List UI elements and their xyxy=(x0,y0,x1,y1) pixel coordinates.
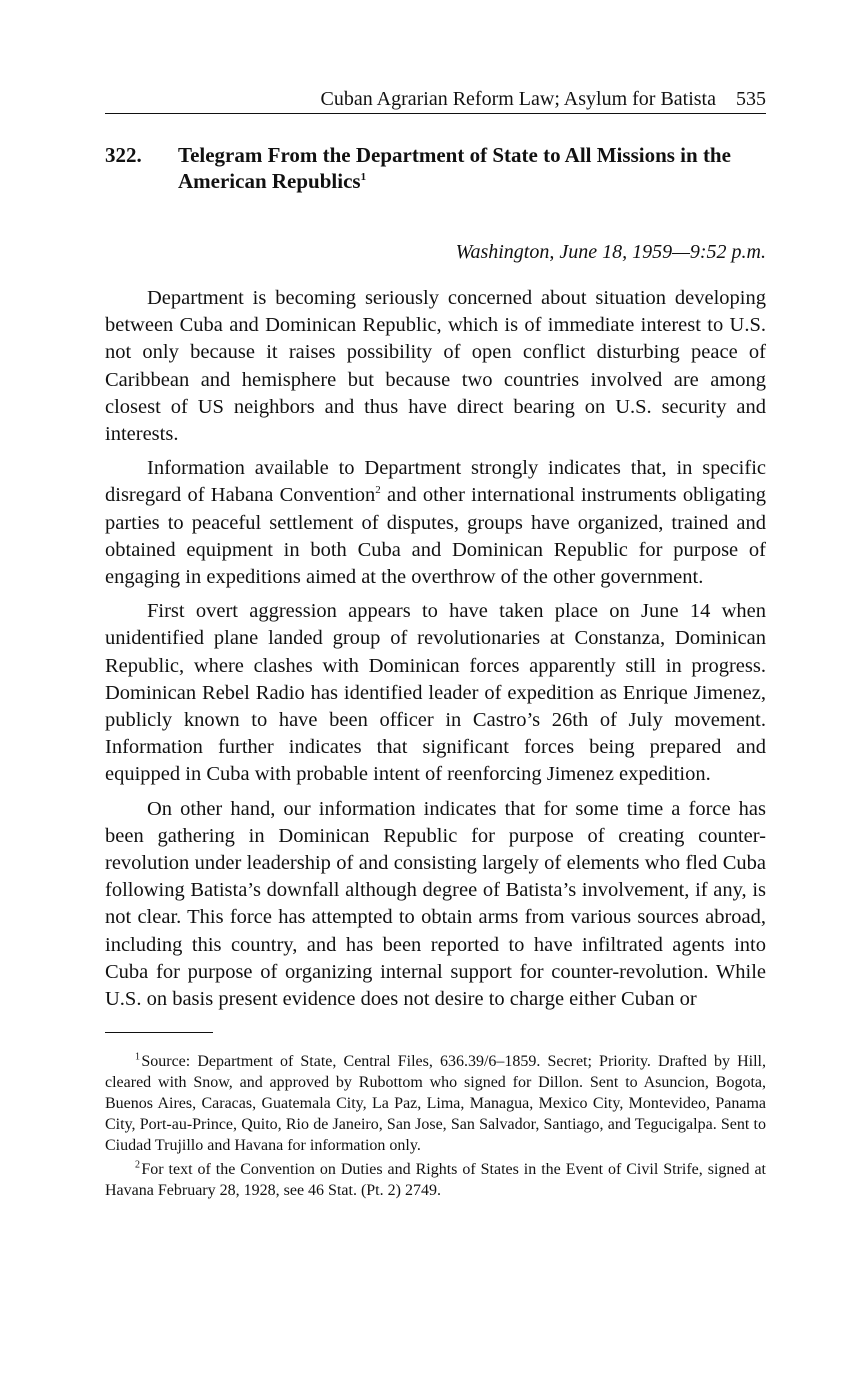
document-page xyxy=(105,86,766,1204)
footnote-1-text: Source: Department of State, Central Files, 636.39/6–1859. Secret; Priority. Drafted by Hill, cleared with Snow, and approved by Rubottom who signed for Dillon. Sent to Asuncion, Bogota, Buenos Aires, Caracas, Guatemala City, La Paz, Lima, Managua, Mexico City, Montevideo, Panama City, Port-au-Prince, Quito, Rio de Janeiro, San Jose, San Salvador, Santiago, and Tegucigalpa. Sent to Ciudad Trujillo and Havana for information only. xyxy=(105,1053,766,1155)
dateline: Washington, June 18, 1959—9:52 p.m. xyxy=(455,241,766,263)
footnote-1-marker: 1 xyxy=(135,1051,140,1063)
document-number: 322. xyxy=(105,143,142,167)
footnote-ref-2[interactable]: 2 xyxy=(375,484,381,497)
footnote-1 xyxy=(105,1051,766,1156)
telegram-body xyxy=(105,285,766,1013)
document-title: Telegram From the Department of State to All Missions in the American Republics xyxy=(178,143,731,193)
footnote-2-text: For text of the Convention on Duties and Rights of States in the Event of Civil Strife, signed at Havana February 28, 1928, see 46 Stat. (Pt. 2) 2749. xyxy=(105,1161,766,1200)
footnote-2 xyxy=(105,1159,766,1201)
paragraph-2-text-b: and other international instruments obligating parties to peaceful settlement of disputes, groups have organized, trained and obtained equipment in both Cuba and Dominican Republic for purpose of engaging in expeditions aimed at the overthrow of the other government. xyxy=(105,484,766,589)
footnote-divider xyxy=(105,1032,213,1033)
page-number: 535 xyxy=(736,88,766,110)
paragraph-3: First overt aggression appears to have taken place on June 14 when unidentified plane landed group of revolutionaries at Constanza, Dominican Republic, where clashes with Dominican forces apparently still in progress. Dominican Rebel Radio has identified leader of expedition as Enrique Jimenez, publicly known to have been officer in Castro’s 26th of July movement. Information further indicates that significant forces being prepared and equipped in Cuba with probable intent of reenforcing Jimenez expedition. xyxy=(105,600,766,786)
footnotes xyxy=(105,1051,766,1201)
footnote-2-marker: 2 xyxy=(135,1159,140,1171)
document-title-block xyxy=(178,142,766,194)
footnote-ref-1[interactable]: 1 xyxy=(360,171,367,183)
paragraph-2 xyxy=(105,455,766,591)
document-heading xyxy=(105,142,766,194)
paragraph-4: On other hand, our information indicates that for some time a force has been gathering in Dominican Republic for purpose of creating counter-revolution under leadership of and consisting largely of elements who fled Cuba following Batista’s downfall although degree of Batista’s involvement, if any, is not clear. This force has attempted to obtain arms from various sources abroad, including this country, and has been reported to have infiltrated agents into Cuba for purpose of organizing internal support for counter-revolution. While U.S. on basis present evidence does not desire to charge either Cuban or xyxy=(105,797,766,1011)
paragraph-1: Department is becoming seriously concerned about situation developing between Cuba and Dominican Republic, which is of immediate interest to U.S. not only because it raises possibility of open conflict disturbing peace of Caribbean and hemisphere but because two countries involved are among closest of US neighbors and thus have direct bearing on U.S. security and interests. xyxy=(105,287,766,446)
paragraph-2-text-a: Information available to Department strongly indicates that, in specific disregard of Habana Convention xyxy=(105,457,766,507)
running-head xyxy=(105,86,766,114)
running-head-title: Cuban Agrarian Reform Law; Asylum for Batista xyxy=(320,88,716,110)
